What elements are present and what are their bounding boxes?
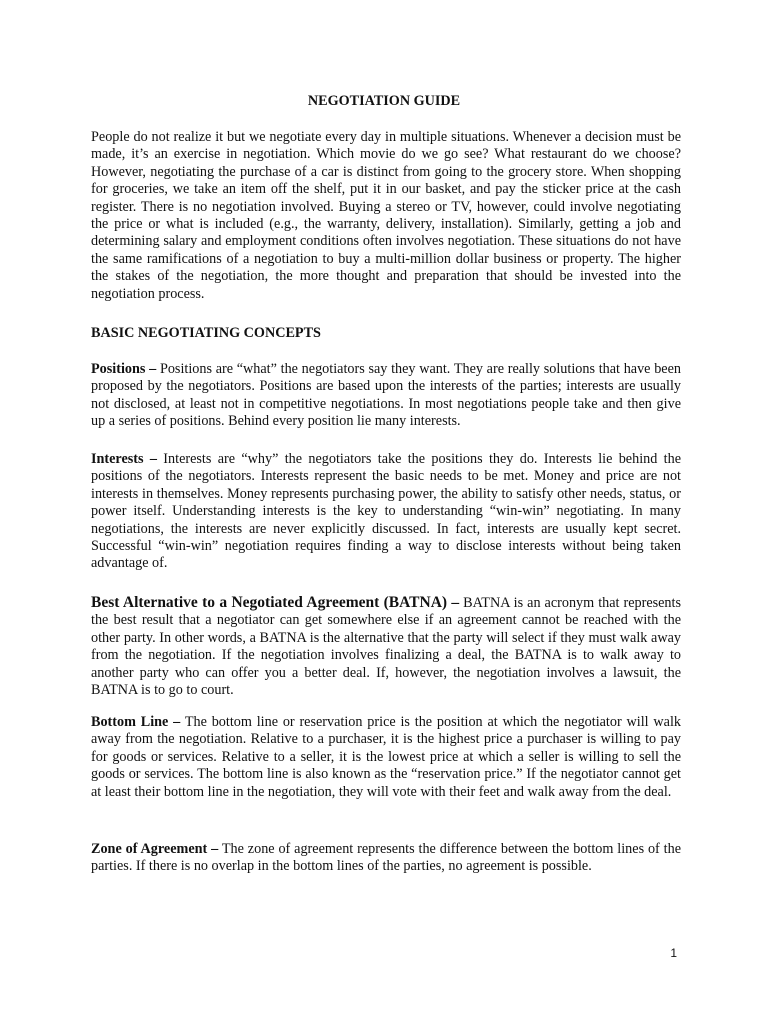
concept-text: Interests are “why” the negotiators take the positions they do. Interests lie behind the positions of the negotiators. Interests represent the basic needs to be met. Money and price are not interests in themselves. Money represents purchasing power, the ability to satisfy other needs, status, or power itself. Understanding interests is the key to understanding “win-win” negotiating. In many negotiations, the interests are never explicitly discussed. In fact, interests are usually kept secret. Successful “win-win” negotiation requires finding a way to disclose interests without being taken advantage of.	[91, 451, 681, 572]
document-title: NEGOTIATION GUIDE	[307, 93, 461, 109]
concept-text: The bottom line or reservation price is the position at which the negotiator will walk away from the negotiation. Relative to a purchaser, it is the highest price a purchaser is willing to pay for goods or services. Relative to a seller, it is the lowest price at which a seller is willing to sell the goods or services. The bottom line is also known as the “reservation price.” If the negotiator cannot get at least their bottom line in the negotiation, they will vote with their feet and walk away from the deal.	[91, 714, 681, 800]
concept-batna	[91, 594, 681, 699]
concept-term: Interests –	[91, 451, 157, 467]
intro-paragraph: People do not realize it but we negotiate every day in multiple situations. Whenever a decision must be made, it’s an exercise in negotiation. Which movie do we go see? What restaurant do we choose? However, negotiating the purchase of a car is distinct from going to the grocery store. When shopping for groceries, we take an item off the shelf, put it in our basket, and pay the sticker price at the cash register. There is no negotiation involved. Buying a stereo or TV, however, could involve negotiating the price or what is included (e.g., the warranty, delivery, installation). Similarly, getting a job and determining salary and employment conditions often involves negotiation. These situations do not have the same ramifications of a negotiation to buy a multi-million dollar business or property. The higher the stakes of the negotiation, the more thought and preparation that should be invested into the negotiation process.	[91, 129, 681, 302]
concept-interests	[91, 451, 681, 573]
concept-text: Positions are “what” the negotiators say they want. They are really solutions that have been proposed by the negotiators. Positions are based upon the interests of the parties; interests are usually not disclosed, at least not in competitive negotiations. In most negotiations people take and then give up a series of positions. Behind every position lie many interests.	[91, 361, 681, 430]
section-heading: BASIC NEGOTIATING CONCEPTS	[91, 325, 321, 341]
concept-positions	[91, 361, 681, 431]
concept-text: The zone of agreement represents the difference between the bottom lines of the parties. If there is no overlap in the bottom lines of the parties, no agreement is possible.	[91, 841, 682, 875]
concept-zone-of-agreement	[91, 841, 681, 876]
concept-text: BATNA is an acronym that represents the best result that a negotiator can get somewhere else if an agreement cannot be reached with the other party. In other words, a BATNA is the alternative that the party will select if they must walk away from the negotiation. If the negotiation involves finalizing a deal, the BATNA is to walk away to another party who can offer you a better deal. If, however, the negotiation involves a lawsuit, the BATNA is to go to court.	[91, 595, 681, 699]
concept-term: Bottom Line –	[91, 714, 181, 730]
page-number: 1	[670, 946, 677, 960]
concept-term: Zone of Agreement –	[91, 841, 219, 857]
concept-term: Best Alternative to a Negotiated Agreement (BATNA) –	[91, 594, 460, 611]
concept-bottom-line	[91, 714, 681, 801]
concept-term: Positions –	[91, 361, 157, 377]
